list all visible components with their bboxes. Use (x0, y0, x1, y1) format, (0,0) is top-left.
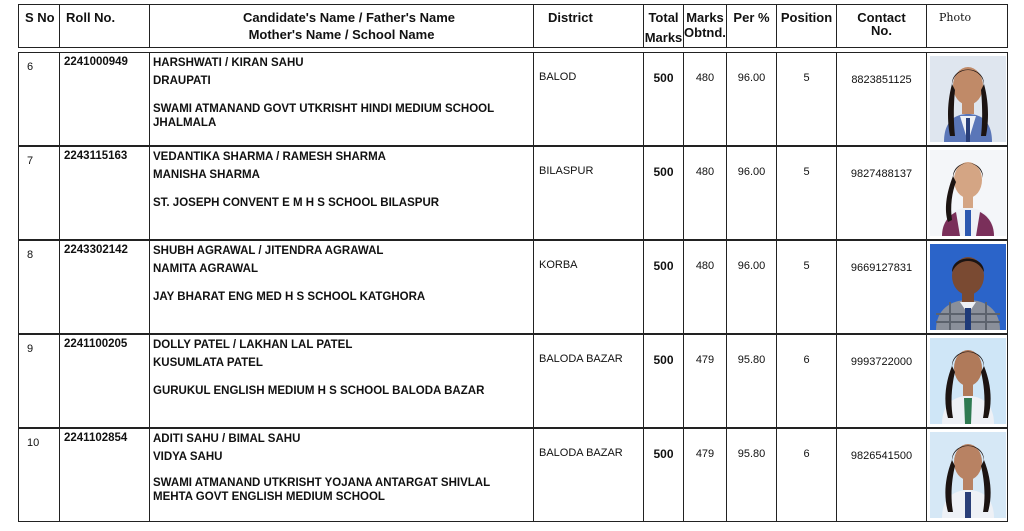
header-marks-line1: Marks (686, 10, 724, 25)
row-position: 6 (776, 429, 836, 521)
row-sno: 10 (27, 437, 40, 449)
student-photo (930, 56, 1006, 142)
table-row (18, 146, 1008, 240)
row-marks-obtained: 479 (683, 429, 726, 521)
school-name: SWAMI ATMANAND GOVT UTKRISHT HINDI MEDIUM SCHOOL JHALMALA (153, 103, 494, 129)
student-photo (930, 338, 1006, 424)
row-district: KORBA (533, 241, 643, 333)
row-photo-cell (926, 147, 1009, 239)
row-marks-obtained: 480 (683, 53, 726, 145)
row-roll-no: 2243302142 (59, 241, 149, 333)
row-sno: 8 (27, 249, 34, 261)
row-contact: 9826541500 (836, 429, 926, 521)
header-sno (19, 5, 59, 47)
row-percentage: 96.00 (726, 147, 776, 239)
header-sno-label: S No (25, 10, 55, 25)
header-contact (836, 5, 926, 47)
header-name-line2: Mother's Name / School Name (248, 27, 435, 42)
header-total-line2: Marks (644, 30, 683, 45)
row-marks-obtained: 479 (683, 335, 726, 427)
candidate-father-name: SHUBH AGRAWAL / JITENDRA AGRAWAL (153, 245, 384, 257)
mother-name: MANISHA SHARMA (153, 169, 260, 181)
header-district (533, 5, 643, 47)
row-marks-obtained: 480 (683, 147, 726, 239)
header-total-line1: Total (648, 10, 679, 25)
candidate-father-name: VEDANTIKA SHARMA / RAMESH SHARMA (153, 151, 386, 163)
header-per (726, 5, 776, 47)
school-name: GURUKUL ENGLISH MEDIUM H S SCHOOL BALODA BAZAR (153, 385, 485, 397)
row-roll-no: 2241000949 (59, 53, 149, 145)
row-name-block (149, 335, 533, 427)
header-roll-label: Roll No. (66, 10, 116, 25)
row-total-marks: 500 (643, 53, 683, 145)
header-name-line1: Candidate's Name / Father's Name (242, 10, 456, 25)
school-name: SWAMI ATMANAND UTKRISHT YOJANA ANTARGAT SHIVLAL MEHTA GOVT ENGLISH MEDIUM SCHOOL (153, 477, 490, 503)
row-photo-cell (926, 241, 1009, 333)
row-photo-cell (926, 429, 1009, 521)
row-marks-obtained: 480 (683, 241, 726, 333)
header-marks-line2: Obtnd. (684, 25, 726, 40)
header-contact-line1: Contact (857, 10, 906, 25)
header-position (776, 5, 836, 47)
row-roll-no: 2241102854 (59, 429, 149, 521)
header-contact-line2: No. (871, 23, 892, 38)
row-sno: 9 (27, 343, 34, 355)
row-percentage: 95.80 (726, 429, 776, 521)
row-district: BILASPUR (533, 147, 643, 239)
mother-name: DRAUPATI (153, 75, 211, 87)
table-row (18, 334, 1008, 428)
header-marks (683, 5, 726, 47)
header-per-label: Per % (733, 10, 770, 25)
row-position: 5 (776, 53, 836, 145)
row-total-marks: 500 (643, 147, 683, 239)
header-name (149, 5, 533, 47)
row-district: BALODA BAZAR (533, 335, 643, 427)
mother-name: NAMITA AGRAWAL (153, 263, 258, 275)
row-percentage: 96.00 (726, 241, 776, 333)
school-name: JAY BHARAT ENG MED H S SCHOOL KATGHORA (153, 291, 426, 303)
mother-name: VIDYA SAHU (153, 451, 223, 463)
header-district-label: District (548, 10, 593, 25)
row-total-marks: 500 (643, 335, 683, 427)
header-position-label: Position (780, 10, 833, 25)
table-row (18, 52, 1008, 146)
row-position: 5 (776, 241, 836, 333)
table-header (18, 4, 1008, 48)
row-sno: 7 (27, 155, 34, 167)
student-photo (930, 432, 1006, 518)
row-sno: 6 (27, 61, 34, 73)
row-contact: 9993722000 (836, 335, 926, 427)
school-name: ST. JOSEPH CONVENT E M H S SCHOOL BILASPUR (153, 197, 440, 209)
row-roll-no: 2241100205 (59, 335, 149, 427)
row-percentage: 96.00 (726, 53, 776, 145)
row-name-block (149, 429, 533, 521)
row-total-marks: 500 (643, 241, 683, 333)
row-photo-cell (926, 335, 1009, 427)
row-name-block (149, 53, 533, 145)
candidate-father-name: ADITI SAHU / BIMAL SAHU (153, 433, 301, 445)
row-position: 5 (776, 147, 836, 239)
row-total-marks: 500 (643, 429, 683, 521)
candidate-father-name: DOLLY PATEL / LAKHAN LAL PATEL (153, 339, 353, 351)
student-photo (930, 150, 1006, 236)
student-photo (930, 244, 1006, 330)
row-percentage: 95.80 (726, 335, 776, 427)
table-row (18, 428, 1008, 522)
row-name-block (149, 241, 533, 333)
header-roll (59, 5, 149, 47)
candidate-father-name: HARSHWATI / KIRAN SAHU (153, 57, 304, 69)
header-photo (926, 5, 1009, 47)
row-roll-no: 2243115163 (59, 147, 149, 239)
row-district: BALOD (533, 53, 643, 145)
header-photo-label: Photo (939, 11, 972, 24)
row-contact: 8823851125 (836, 53, 926, 145)
row-contact: 9827488137 (836, 147, 926, 239)
row-name-block (149, 147, 533, 239)
table-row (18, 240, 1008, 334)
row-position: 6 (776, 335, 836, 427)
row-district: BALODA BAZAR (533, 429, 643, 521)
row-contact: 9669127831 (836, 241, 926, 333)
header-total (643, 5, 683, 47)
mother-name: KUSUMLATA PATEL (153, 357, 263, 369)
row-photo-cell (926, 53, 1009, 145)
